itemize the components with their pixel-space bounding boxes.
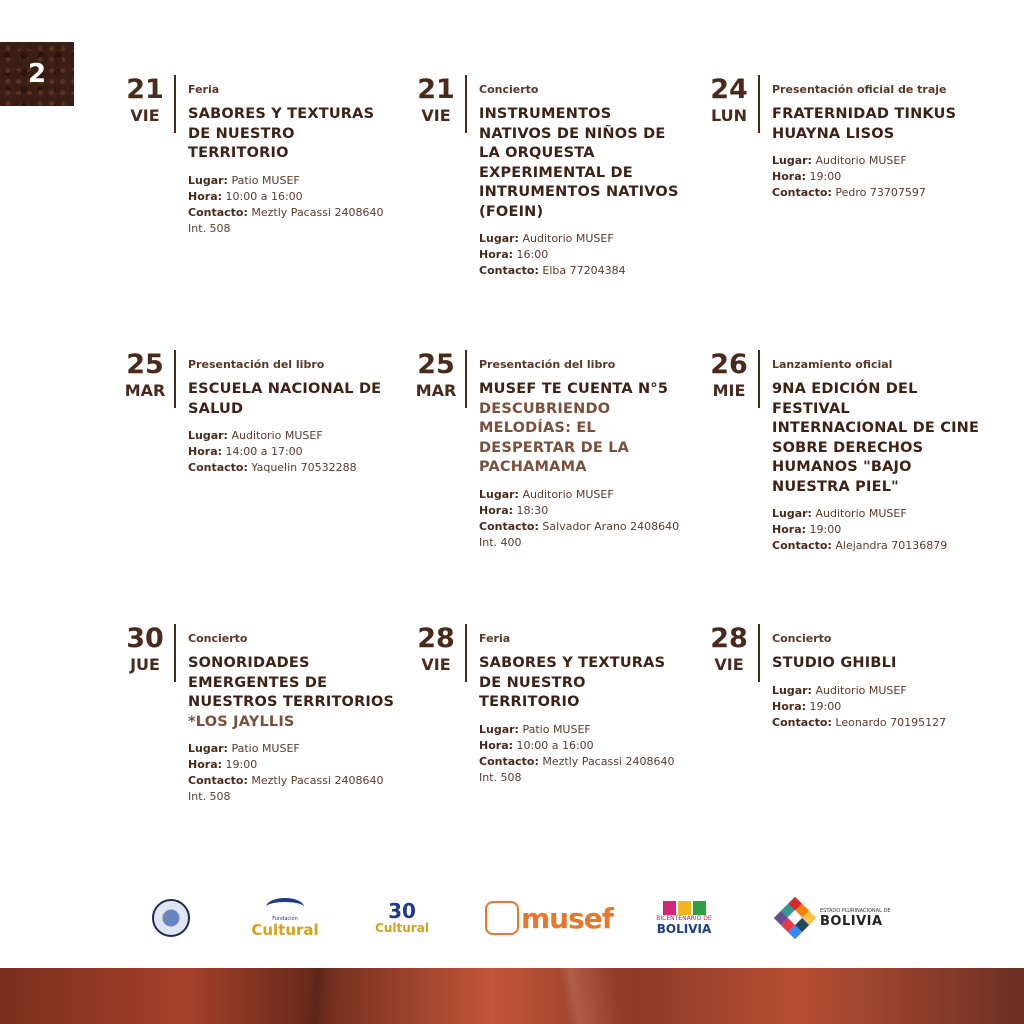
footer-texture-band: [0, 968, 1024, 1024]
event-contacto: Leonardo 70195127: [835, 715, 947, 729]
event-card: [411, 75, 691, 335]
cultural-small-text: Fundación: [272, 916, 298, 922]
event-title: ESCUELA NACIONAL DE SALUD: [188, 381, 382, 417]
event-lugar: Patio MUSEF: [522, 722, 591, 736]
hora-label: Hora:: [479, 248, 514, 261]
event-lugar: Auditorio MUSEF: [522, 487, 614, 501]
event-date: [704, 624, 754, 676]
event-title-block: [479, 105, 689, 222]
event-date: [120, 624, 170, 676]
event-hora: 16:00: [516, 248, 549, 261]
event-info: [479, 358, 689, 551]
event-contacto: Pedro 73707597: [835, 186, 926, 199]
event-contacto: Meztly Pacassi 2408640 Int. 508: [188, 205, 384, 235]
lugar-label: Lugar:: [772, 507, 812, 520]
event-day: 28: [710, 623, 748, 654]
event-contacto: Yaquelin 70532288: [251, 461, 357, 474]
event-date: [120, 350, 170, 402]
event-category: Concierto: [772, 632, 832, 645]
estado-plurinacional-logo: [780, 890, 890, 946]
divider-line: [465, 624, 467, 682]
event-lugar: Auditorio MUSEF: [522, 232, 614, 245]
sponsor-logos: [0, 890, 1024, 946]
event-details: [479, 487, 689, 551]
event-card: [704, 624, 984, 884]
event-title-block: [772, 380, 982, 497]
event-info: [479, 83, 689, 279]
event-hora: 10:00 a 16:00: [225, 189, 303, 203]
event-lugar: Auditorio MUSEF: [231, 429, 323, 442]
event-lugar: Patio MUSEF: [231, 742, 300, 755]
event-title: MUSEF TE CUENTA N°5: [479, 381, 669, 397]
event-weekday: MAR: [124, 381, 166, 400]
divider-line: [758, 350, 760, 408]
event-title: FRATERNIDAD TINKUS HUAYNA LISOS: [772, 106, 957, 142]
divider-line: [174, 350, 176, 408]
bicentenario-pre: BICENTENARIO DE: [656, 914, 712, 922]
hora-label: Hora:: [479, 503, 514, 517]
event-title-block: [772, 654, 982, 674]
event-weekday: JUE: [130, 655, 160, 674]
lugar-label: Lugar:: [188, 742, 228, 755]
event-hora: 19:00: [225, 758, 258, 771]
event-day: 24: [710, 74, 748, 105]
event-card: [704, 350, 984, 610]
event-info: [772, 83, 982, 201]
hora-label: Hora:: [188, 189, 223, 203]
event-weekday: VIE: [421, 106, 451, 125]
musef-mark-icon: [485, 901, 519, 935]
event-hora: 14:00 a 17:00: [225, 445, 303, 458]
event-card: [411, 350, 691, 610]
event-details: [188, 428, 398, 476]
event-info: [479, 632, 689, 786]
event-hora: 19:00: [809, 170, 842, 183]
event-title-block: [479, 654, 689, 713]
event-info: [772, 358, 982, 554]
event-day: 25: [126, 349, 164, 380]
event-weekday: VIE: [714, 655, 744, 674]
contacto-label: Contacto:: [479, 519, 539, 533]
event-details: [772, 506, 982, 554]
lugar-label: Lugar:: [188, 173, 228, 187]
hora-label: Hora:: [772, 699, 807, 713]
event-lugar: Auditorio MUSEF: [815, 507, 907, 520]
divider-line: [174, 624, 176, 682]
event-category: Feria: [188, 83, 220, 96]
event-title: SABORES Y TEXTURAS DE NUESTRO TERRITORIO: [479, 655, 666, 710]
event-lugar: Auditorio MUSEF: [815, 154, 907, 167]
event-details: [479, 722, 689, 786]
event-day: 25: [417, 349, 455, 380]
event-weekday: LUN: [710, 106, 747, 125]
thirty-years-logo: [375, 890, 429, 946]
event-title-block: [772, 105, 982, 144]
event-details: [188, 741, 398, 805]
page-number: 2: [27, 59, 47, 89]
lugar-label: Lugar:: [479, 722, 519, 736]
bicentenario-logo: [655, 890, 713, 946]
event-title-block: [188, 654, 398, 732]
lugar-label: Lugar:: [772, 154, 812, 167]
institution-seal-logo: [152, 890, 190, 946]
contacto-label: Contacto:: [772, 715, 832, 729]
contacto-label: Contacto:: [479, 264, 539, 277]
event-contacto: Meztly Pacassi 2408640 Int. 508: [479, 754, 675, 784]
wiphala-icon: [774, 897, 816, 939]
event-card: [411, 624, 691, 884]
event-info: [188, 358, 398, 476]
estado-word: BOLIVIA: [820, 913, 883, 929]
event-weekday: MAR: [415, 381, 457, 400]
estado-small: ESTADO PLURINACIONAL DE: [820, 907, 891, 914]
event-hora: 18:30: [516, 503, 549, 517]
divider-line: [174, 75, 176, 133]
page-number-badge: [0, 42, 74, 106]
wave-icon: [266, 898, 304, 916]
event-details: [479, 231, 689, 279]
event-title: SONORIDADES EMERGENTES DE NUESTROS TERRITORIOS: [188, 655, 395, 710]
contacto-label: Contacto:: [772, 186, 832, 199]
event-hora: 19:00: [809, 699, 842, 713]
event-hora: 10:00 a 16:00: [516, 738, 594, 752]
event-date: [704, 75, 754, 127]
event-day: 30: [126, 623, 164, 654]
event-date: [411, 75, 461, 127]
divider-line: [758, 75, 760, 133]
lugar-label: Lugar:: [188, 429, 228, 442]
event-date: [411, 624, 461, 676]
divider-line: [758, 624, 760, 682]
lugar-label: Lugar:: [772, 683, 812, 697]
musef-word: musef: [521, 901, 613, 935]
event-subtitle: *LOS JAYLLIS: [188, 713, 295, 730]
event-date: [120, 75, 170, 127]
event-contacto: Meztly Pacassi 2408640 Int. 508: [188, 774, 384, 803]
lugar-label: Lugar:: [479, 232, 519, 245]
event-category: Feria: [479, 632, 511, 645]
event-lugar: Auditorio MUSEF: [815, 683, 907, 697]
event-date: [704, 350, 754, 402]
event-details: [188, 173, 398, 237]
event-category: Concierto: [479, 83, 539, 96]
event-weekday: MIE: [712, 381, 746, 400]
event-title: STUDIO GHIBLI: [772, 655, 897, 671]
event-card: [704, 75, 984, 335]
event-category: Presentación del libro: [188, 358, 325, 371]
event-details: [772, 153, 982, 201]
event-info: [188, 632, 398, 805]
event-category: Lanzamiento oficial: [772, 358, 893, 371]
lugar-label: Lugar:: [479, 487, 519, 501]
seal-icon: [152, 899, 190, 937]
event-category: Concierto: [188, 632, 248, 645]
event-card: [120, 75, 400, 335]
event-date: [411, 350, 461, 402]
bicentenario-blocks-icon: [662, 901, 707, 915]
contacto-label: Contacto:: [479, 754, 539, 768]
hora-label: Hora:: [772, 170, 807, 183]
hora-label: Hora:: [188, 445, 223, 458]
event-contacto: Elba 77204384: [542, 264, 626, 277]
thirty-number: 30: [388, 899, 416, 923]
thirty-word: Cultural: [375, 921, 429, 935]
event-title-block: [188, 105, 398, 164]
hora-label: Hora:: [188, 758, 223, 771]
event-contacto: Salvador Arano 2408640 Int. 400: [479, 519, 680, 549]
contacto-label: Contacto:: [188, 461, 248, 474]
event-hora: 19:00: [809, 523, 842, 536]
bicentenario-word: BOLIVIA: [656, 921, 712, 936]
event-title: 9NA EDICIÓN DEL FESTIVAL INTERNACIONAL DE CINE SOBRE DERECHOS HUMANOS "BAJO NUESTRA PIEL": [772, 381, 980, 495]
event-title: SABORES Y TEXTURAS DE NUESTRO TERRITORIO: [188, 106, 375, 161]
divider-line: [465, 350, 467, 408]
fundacion-cultural-logo: [252, 890, 318, 946]
event-contacto: Alejandra 70136879: [835, 539, 948, 552]
event-card: [120, 350, 400, 610]
contacto-label: Contacto:: [188, 774, 248, 787]
event-title-block: [479, 380, 689, 478]
event-category: Presentación del libro: [479, 358, 616, 371]
event-lugar: Patio MUSEF: [231, 173, 300, 187]
event-day: 21: [126, 74, 164, 105]
hora-label: Hora:: [772, 523, 807, 536]
hora-label: Hora:: [479, 738, 514, 752]
event-subtitle: DESCUBRIENDO MELODÍAS: EL DESPERTAR DE LA PACHAMAMA: [479, 400, 630, 475]
event-weekday: VIE: [130, 106, 160, 125]
event-details: [772, 683, 982, 731]
event-info: [772, 632, 982, 731]
cultural-word: Cultural: [251, 921, 319, 939]
event-weekday: VIE: [421, 655, 451, 674]
contacto-label: Contacto:: [772, 539, 832, 552]
event-category: Presentación oficial de traje: [772, 83, 947, 96]
event-day: 26: [710, 349, 748, 380]
divider-line: [465, 75, 467, 133]
event-day: 28: [417, 623, 455, 654]
event-card: [120, 624, 400, 884]
contacto-label: Contacto:: [188, 205, 248, 219]
event-title: INSTRUMENTOS NATIVOS DE NIÑOS DE LA ORQUESTA EXPERIMENTAL DE INTRUMENTOS NATIVOS (FOEIN): [479, 106, 679, 220]
event-day: 21: [417, 74, 455, 105]
event-info: [188, 83, 398, 237]
musef-logo: [485, 890, 613, 946]
event-title-block: [188, 380, 398, 419]
